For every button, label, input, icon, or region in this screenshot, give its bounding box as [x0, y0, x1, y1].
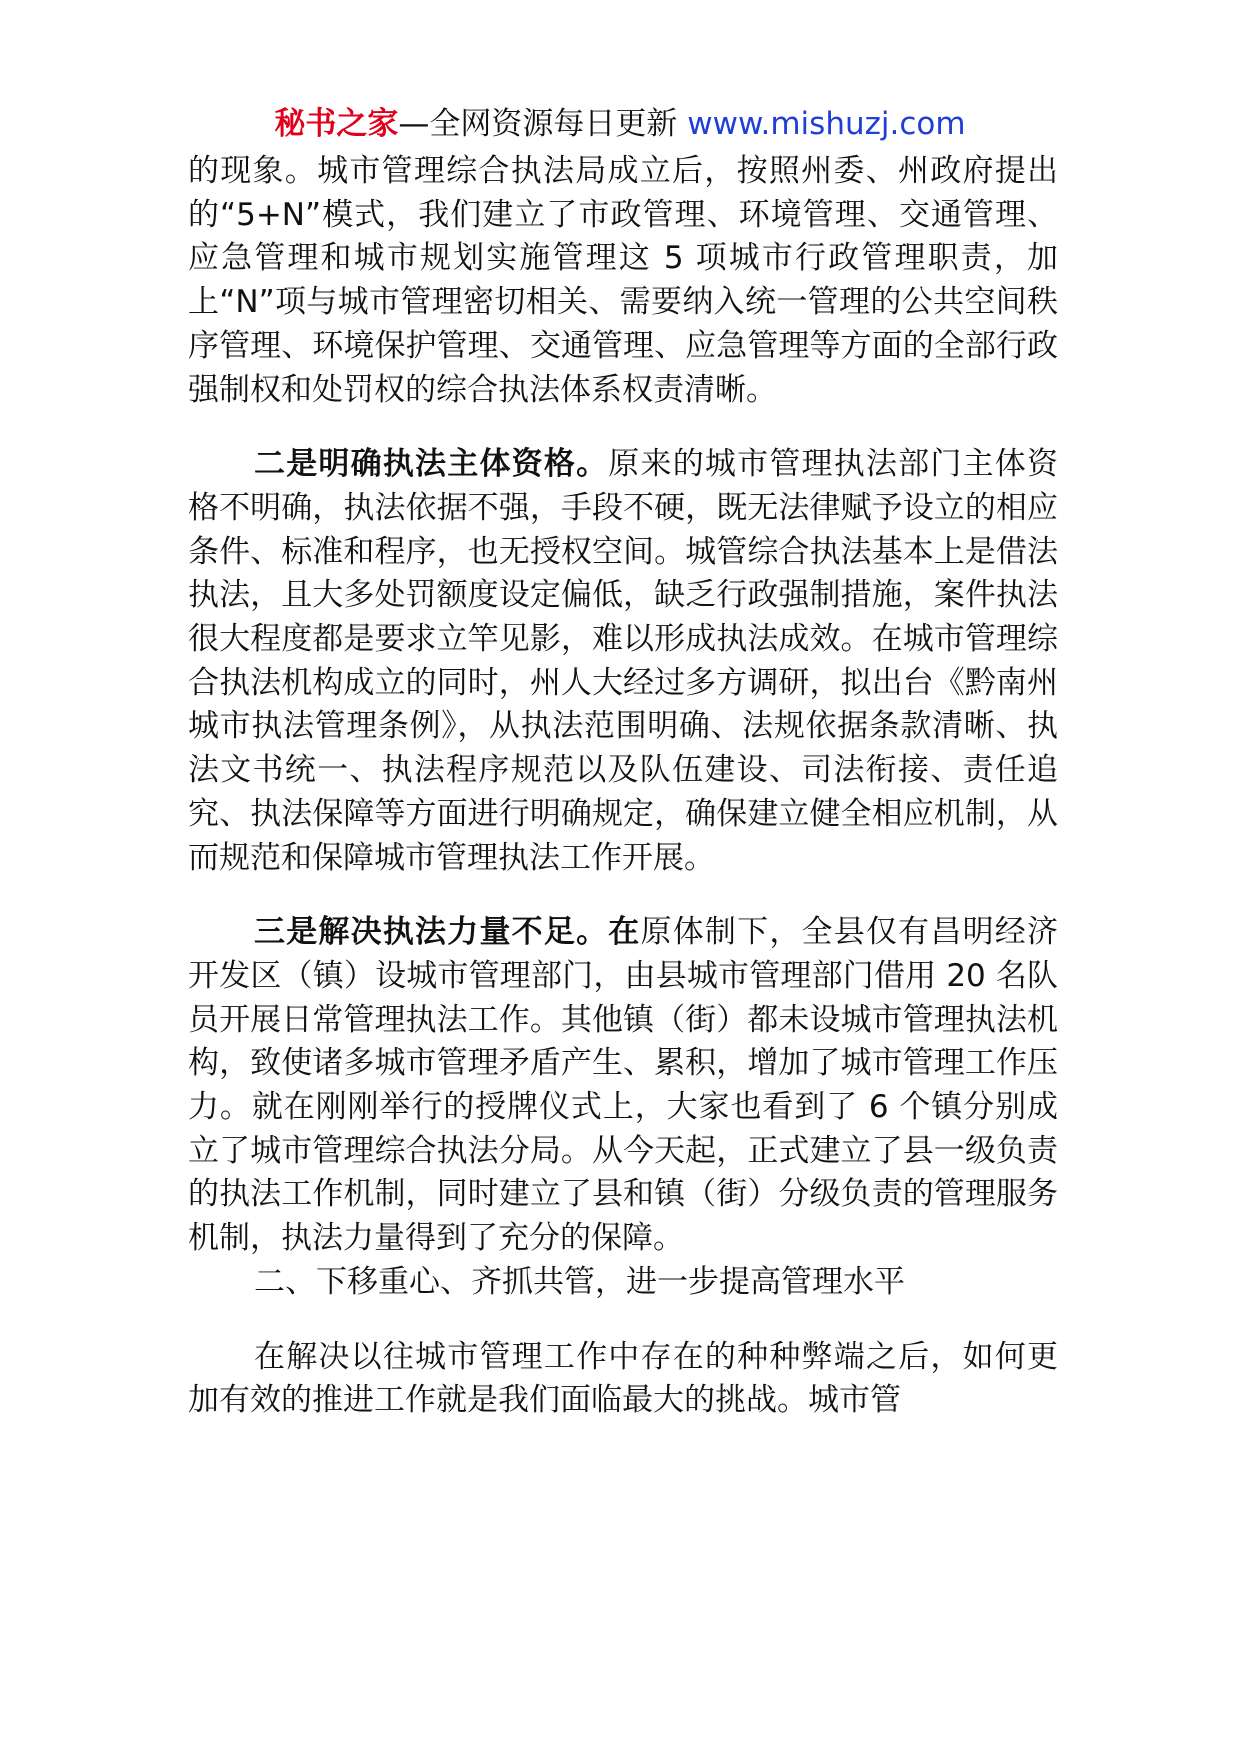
paragraph-3-lead: 三是解决执法力量不足。在: [254, 914, 641, 951]
page-header: [0, 102, 1240, 146]
paragraph-2-body: 原来的城市管理执法部门主体资格不明确，执法依据不强，手段不硬，既无法律赋予设立的相应条件、标准和程序，也无授权空间。城管综合执法基本上是借法执法，且大多处罚额度设定偏低，缺乏行政强制措施，案件执法很大程度都是要求立竿见影，难以形成执法成效。在城市管理综合执法机构成立的同时，州人大经过多方调研，拟出台《黔南州城市执法管理条例》，从执法范围明确、法规依据条款清晰、执法文书统一、执法程序规范以及队伍建设、司法衔接、责任追究、执法保障等方面进行明确规定，确保建立健全相应机制，从而规范和保障城市管理执法工作开展。: [188, 446, 1059, 876]
document-body: [188, 150, 1058, 1423]
paragraph-4: 在解决以往城市管理工作中存在的种种弊端之后，如何更加有效的推进工作就是我们面临最大的挑战。城市管: [188, 1338, 1058, 1419]
paragraph-2: [188, 443, 1058, 880]
section-heading-2: 二、下移重心、齐抓共管，进一步提高管理水平: [254, 1263, 905, 1300]
paragraph-3-body: 原体制下，全县仅有昌明经济开发区（镇）设城市管理部门，由县城市管理部门借用 20 名队员开展日常管理执法工作。其他镇（街）都未设城市管理执法机构，致使诸多城市管理矛盾产生、累积，增加了城市管理工作压力。就在刚刚举行的授牌仪式上，大家也看到了 6 个镇分别成立了城市管理综合执法分局。从今天起，正式建立了县一级负责的执法工作机制，同时建立了县和镇（街）分级负责的管理服务机制，执法力量得到了充分的保障。: [188, 914, 1058, 1257]
header-url-link[interactable]: www.mishuzj.com: [687, 106, 966, 142]
paragraph-1: 的现象。城市管理综合执法局成立后，按照州委、州政府提出的“5+N”模式，我们建立了市政管理、环境管理、交通管理、应急管理和城市规划实施管理这 5 项城市行政管理职责，加上“N”项与城市管理密切相关、需要纳入统一管理的公共空间秩序管理、环境保护管理、交通管理、应急管理等方面的全部行政强制权和处罚权的综合执法体系权责清晰。: [188, 153, 1058, 408]
paragraph-2-lead: 二是明确执法主体资格。: [254, 446, 609, 483]
header-tagline: —全网资源每日更新: [398, 106, 688, 142]
header-brand: 秘书之家: [274, 106, 399, 142]
paragraph-3: [188, 911, 1058, 1261]
